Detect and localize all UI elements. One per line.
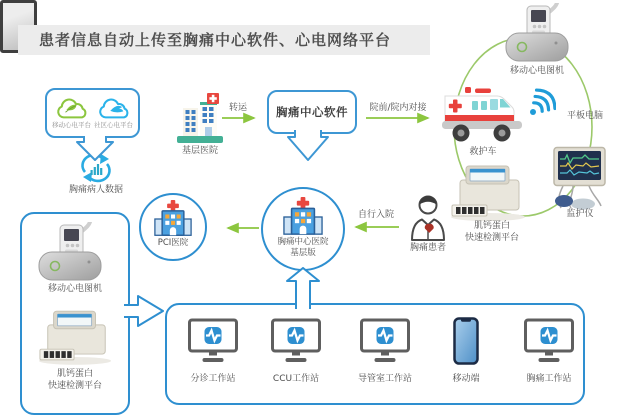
patient-data-label: 胸痛病人数据 (68, 185, 123, 195)
self-admission-label: 自行入院 (357, 210, 394, 220)
ambulance-label: 救护车 (469, 147, 497, 157)
workstation-monitor-icon (186, 318, 240, 364)
software-tail-arrow (286, 130, 330, 164)
hospital-icon (281, 197, 325, 237)
patient-icon (406, 194, 450, 242)
workstation-label: CCU工作站 (272, 374, 320, 384)
software-label: 胸痛中心软件 (276, 105, 348, 119)
cpc-hospital-label (277, 237, 328, 258)
cpc-hospital-line2: 基层版 (290, 247, 316, 258)
mobile-ecg-icon (504, 3, 570, 65)
troponin-analyzer-icon (450, 164, 528, 222)
workstation-monitor-icon (269, 318, 323, 364)
cloud-platform-box (45, 88, 140, 138)
workstation-label: 移动端 (452, 374, 480, 384)
left-troponin-label (40, 369, 110, 392)
tablet-label: 平板电脑 (566, 111, 603, 121)
cpc-hospital-node (261, 187, 345, 271)
right-block-arrow (124, 295, 164, 327)
phone-icon (453, 317, 479, 365)
left-troponin-line2: 快速检测平台 (47, 380, 102, 391)
troponin-label-line1: 肌钙蛋白 (473, 221, 510, 231)
cloud-label-community: 社区心电平台 (94, 121, 133, 130)
ambulance-icon (441, 86, 523, 146)
troponin-label (457, 221, 527, 244)
software-box (267, 90, 357, 134)
patient-monitor-icon (549, 146, 609, 210)
pci-hospital-node (139, 193, 207, 261)
cloud-tail-arrow (76, 136, 114, 162)
left-mobile-ecg-label: 移动心电图机 (47, 284, 102, 294)
base-hospital-icon (176, 92, 224, 144)
workstation-label: 分诊工作站 (190, 374, 236, 384)
up-block-arrow (285, 267, 321, 309)
base-hospital-label: 基层医院 (181, 146, 218, 156)
dock-label: 院前/院内对接 (369, 103, 427, 113)
mobile-ecg-label: 移动心电图机 (509, 66, 564, 76)
monitor-label: 监护仪 (566, 209, 594, 219)
page-title: 患者信息自动上传至胸痛中心软件、心电网络平台 (18, 25, 430, 55)
cloud-label-mobile: 移动心电平台 (52, 121, 91, 130)
troponin-analyzer-icon (38, 309, 114, 366)
cloud-blue-icon (95, 96, 133, 122)
mobile-ecg-icon (37, 222, 103, 284)
wifi-icon (520, 84, 556, 118)
troponin-label-line2: 快速检测平台 (464, 232, 519, 243)
pci-hospital-label: PCI医院 (157, 238, 189, 248)
hospital-icon (152, 200, 194, 238)
transfer-label: 转运 (228, 103, 247, 113)
cpc-hospital-line1: 胸痛中心医院 (277, 237, 329, 247)
workstation-monitor-icon (522, 318, 576, 364)
patient-label: 胸痛患者 (409, 243, 446, 253)
left-troponin-line1: 肌钙蛋白 (56, 369, 93, 379)
cloud-green-icon (53, 96, 91, 122)
workstation-monitor-icon (358, 318, 412, 364)
workstation-label: 胸痛工作站 (526, 374, 572, 384)
workstation-label: 导管室工作站 (357, 374, 412, 384)
